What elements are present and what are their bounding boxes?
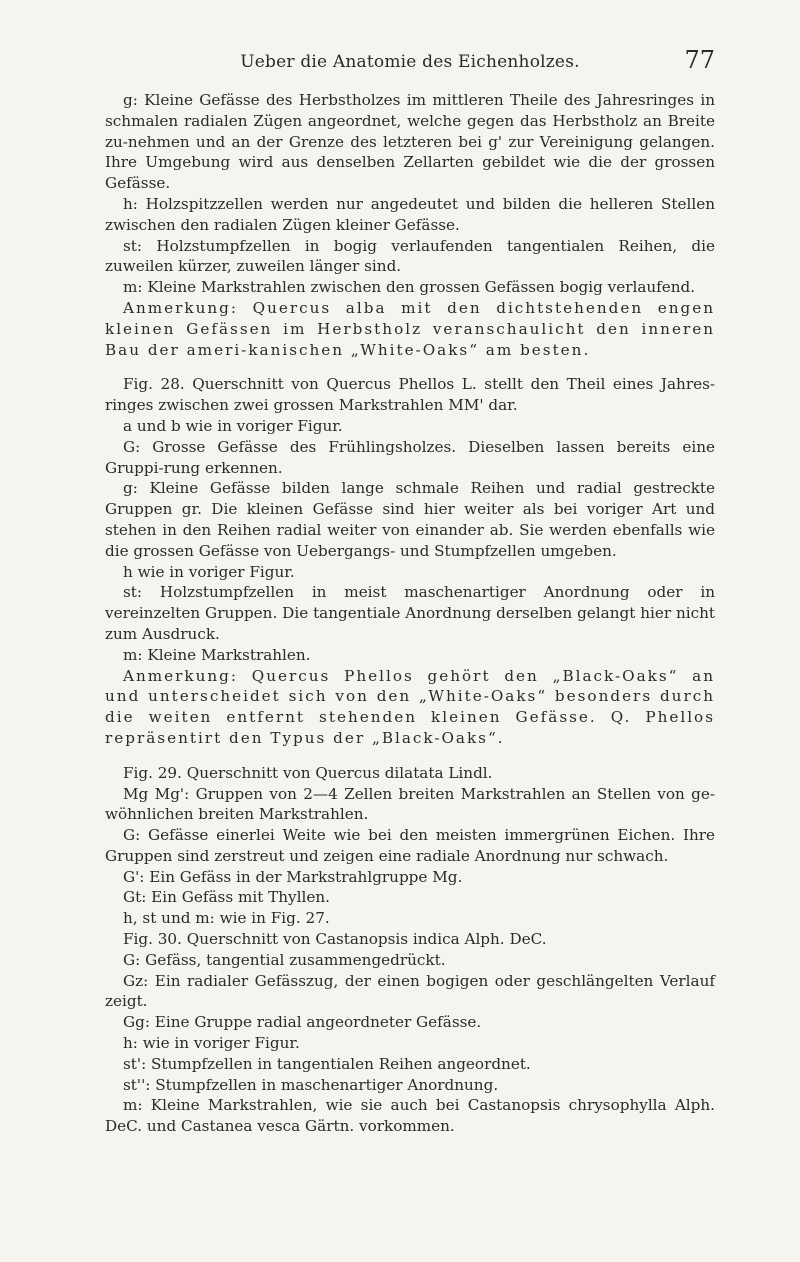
paragraph-m: m: Kleine Markstrahlen zwischen den grossen Gefässen bogig verlaufend.	[123, 278, 696, 297]
page-number: 77	[684, 46, 715, 74]
paragraph-m-28: m: Kleine Markstrahlen.	[123, 645, 311, 664]
paragraph-m-30: m: Kleine Markstrahlen, wie sie auch bei Castanopsis chrysophylla Alph. DeC. und Castanea vesca Gärtn. vorkommen.	[105, 1096, 715, 1136]
paragraph-h-28: h wie in voriger Figur.	[123, 562, 295, 581]
paragraph-G-29: G: Gefässe einerlei Weite wie bei den meisten immergrünen Eichen. Ihre Gruppen sind zerstreut und zeigen eine radiale Anordnung nur schwach.	[105, 826, 715, 865]
paragraph-G-30: G: Gefäss, tangential zusammengedrückt.	[123, 950, 446, 969]
note-quercus-phellos: Anmerkung: Quercus Phellos gehört den „Black-Oaks“ an und unterscheidet sich von den „White-Oaks“ besonders durch die weiten entfernt stehenden kleinen Gefässe. Q. Phellos repräsentirt den Typus der „Black-Oaks“.	[105, 666, 715, 747]
paragraph-Gprime: G': Ein Gefäss in der Markstrahlgruppe Mg.	[123, 867, 463, 886]
paragraph-h-30: h: wie in voriger Figur.	[123, 1034, 300, 1053]
paragraph-st-double-prime: st'': Stumpfzellen in maschenartiger Anordnung.	[123, 1075, 499, 1094]
paragraph-g: g: Kleine Gefässe des Herbstholzes im mittleren Theile des Jahresringes in schmalen radialen Zügen angeordnet, welche gegen das Herbstholz an Breite zu-nehmen und an der Grenze des letzteren bei g' zur Vereinigung gelangen. Ihre Umgebung wird aus denselben Zellarten gebildet wie die der grossen Gefässe.	[105, 91, 715, 193]
running-header	[105, 46, 715, 78]
paragraph-st-28: st: Holzstumpfzellen in meist maschenartiger Anordnung oder in vereinzelten Gruppen. Die tangentiale Anordnung derselben gelangt hier nicht zum Ausdruck.	[105, 583, 715, 643]
figure-30-caption: Fig. 30. Querschnitt von Castanopsis indica Alph. DeC.	[123, 930, 547, 949]
paragraph-G: G: Grosse Gefässe des Frühlingsholzes. Dieselben lassen bereits eine Gruppi-rung erkennen.	[105, 437, 715, 477]
running-title: Ueber die Anatomie des Eichenholzes.	[240, 52, 580, 72]
note-quercus-alba: Anmerkung: Quercus alba mit den dichtstehenden engen kleinen Gefässen im Herbstholz veranschaulicht den inneren Bau der ameri-kanischen „White-Oaks“ am besten.	[105, 298, 715, 359]
paragraph-st-prime: st': Stumpfzellen in tangentialen Reihen angeordnet.	[123, 1054, 531, 1073]
paragraph-h: h: Holzspitzzellen werden nur angedeutet und bilden die helleren Stellen zwischen den radialen Zügen kleiner Gefässe.	[105, 194, 715, 234]
paragraph-Gz: Gz: Ein radialer Gefässzug, der einen bogigen oder geschlängelten Verlauf zeigt.	[105, 971, 715, 1011]
paragraph-h-st-m: h, st und m: wie in Fig. 27.	[123, 909, 330, 928]
paragraph-st: st: Holzstumpfzellen in bogig verlaufenden tangentialen Reihen, die zuweilen kürzer, zuweilen länger sind.	[105, 236, 715, 276]
figure-28-caption: Fig. 28. Querschnitt von Quercus Phellos L. stellt den Theil eines Jahres-ringes zwischen zwei grossen Markstrahlen MM' dar.	[105, 375, 715, 415]
paragraph-Gt: Gt: Ein Gefäss mit Thyllen.	[123, 888, 330, 907]
page-body	[105, 90, 715, 1137]
figure-29-caption: Fig. 29. Querschnitt von Quercus dilatata Lindl.	[123, 763, 493, 782]
paragraph-mg: Mg Mg': Gruppen von 2—4 Zellen breiten Markstrahlen an Stellen von ge-wöhnlichen breiten Markstrahlen.	[105, 784, 715, 824]
paragraph-Gg: Gg: Eine Gruppe radial angeordneter Gefässe.	[123, 1013, 482, 1032]
paragraph-ab: a und b wie in voriger Figur.	[123, 416, 343, 435]
paragraph-g-28: g: Kleine Gefässe bilden lange schmale Reihen und radial gestreckte Gruppen gr. Die kleinen Gefässe sind hier weiter als bei voriger Art und stehen in den Reihen radial weiter von einander ab. Sie werden ebenfalls wie die grossen Gefässe von Uebergangs- und Stumpfzellen umgeben.	[105, 479, 715, 560]
